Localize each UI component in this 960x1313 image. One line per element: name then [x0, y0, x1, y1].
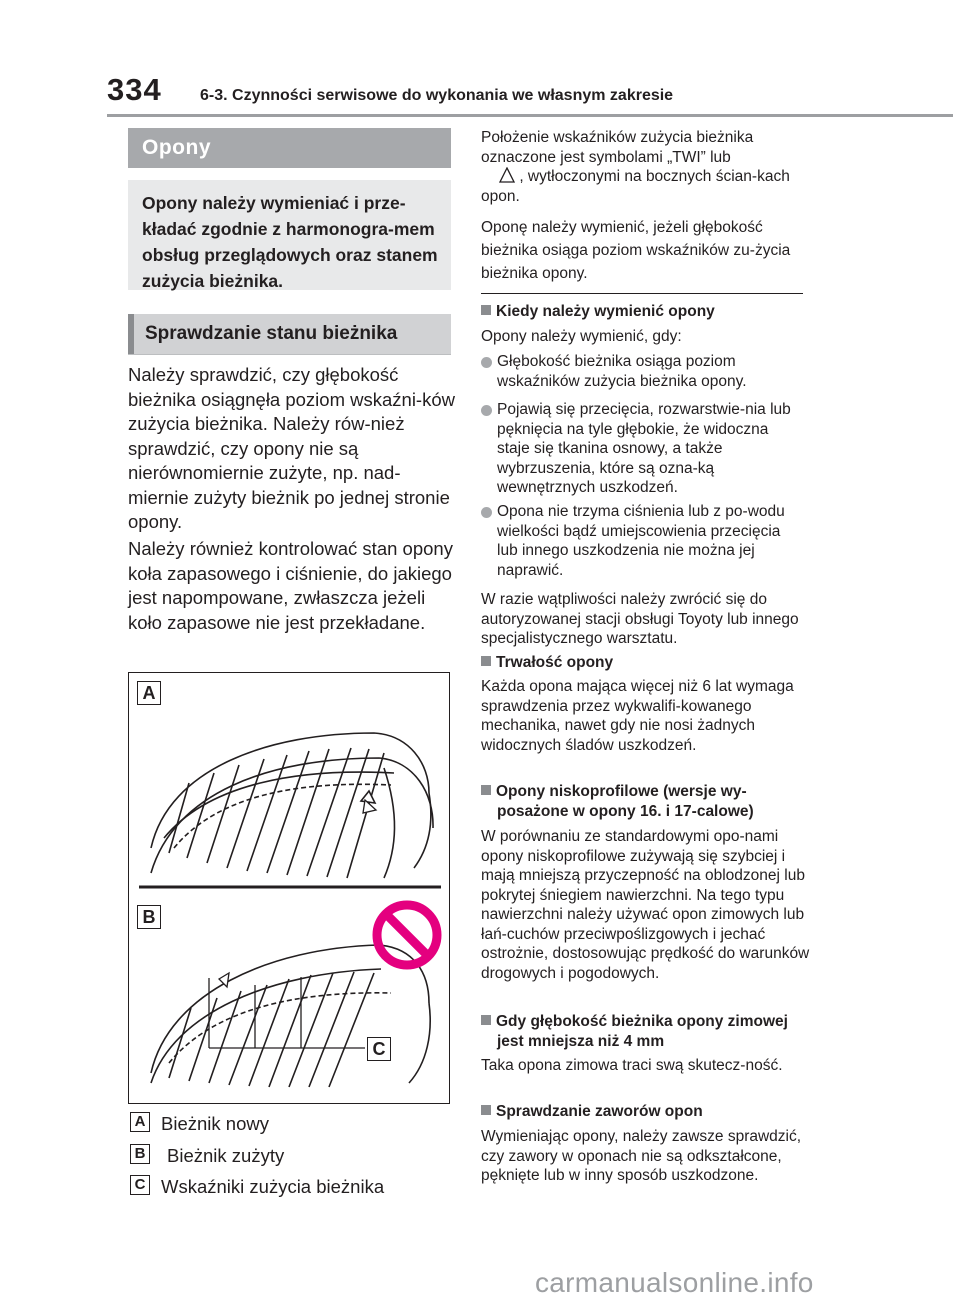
low-profile-text: W porównaniu ze standardowymi opo-nami opony niskoprofilowe zużywają się szybciej i mają mniejszą przyczepność na oblodzonej lub pokrytej śniegiem nawierzchni. Na tego typu nawierzchni należy używać opon zimowych lub łań-cuchów przeciwpoślizgowych i jechać ostrożnie, dostosowując prędkość do warunków drogowych i pogodowych. [481, 828, 810, 982]
label-c-badge: C [367, 1037, 391, 1061]
valve-check-heading: Sprawdzanie zaworów opon [481, 1102, 811, 1122]
right-divider [481, 293, 803, 294]
legend-key-b: B [130, 1144, 150, 1164]
page-number: 334 [107, 72, 162, 107]
square-bullet-icon [481, 785, 491, 795]
valve-check-text: Wymieniając opony, należy zawsze sprawdzić, czy zawory w oponach nie są odkształcone, pęknięte lub w inny sposób uszkodzone. [481, 1128, 802, 1184]
list-item: Głębokość bieżnika osiąga poziom wskaźników zużycia bieżnika opony. [481, 352, 801, 391]
label-b-badge: B [137, 905, 161, 929]
low-profile-heading: Opony niskoprofilowe (wersje wy-posażone w opony 16. i 17-calowe) [481, 782, 801, 821]
section-banner: Opony [128, 128, 451, 168]
tread-check-paragraph: Należy sprawdzić, czy głębokość bieżnika osiągnęła poziom wskaźni-ków zużycia bieżnika. Należy rów-nież sprawdzić, czy opony nie są nierównomiernie zużyte, np. nad-miernie zużyty bieżnik po jednej stronie opony. [128, 364, 455, 532]
twi-intro [481, 128, 811, 206]
list-item: Opona nie trzyma ciśnienia lub z po-wodu wielkości bądź umiejscowienia przecięcia lub innego uszkodzenia nie można jej naprawić. [481, 502, 801, 580]
square-bullet-icon [481, 305, 491, 315]
when-replace-heading: Kiedy należy wymienić opony [481, 302, 811, 322]
twi-triangle-icon [499, 167, 515, 183]
when-replace-intro: Opony należy wymienić, gdy: [481, 328, 682, 345]
square-bullet-icon [481, 1105, 491, 1115]
twi-intro-text: Położenie wskaźników zużycia bieżnika oznaczone jest symbolami „TWI” lub [481, 129, 754, 166]
section-summary: Opony należy wymieniać i prze-kładać zgodnie z harmonogra-mem obsług przeglądowych oraz stanem zużycia bieżnika. [128, 180, 451, 290]
legend-text-c: Wskaźniki zużycia bieżnika [161, 1176, 385, 1197]
label-a-badge: A [137, 681, 161, 705]
spare-tire-paragraph: Należy również kontrolować stan opony koła zapasowego i ciśnienie, do jakiego jest napompowane, zwłaszcza jeżeli koło zapasowe nie jest przekładane. [128, 538, 453, 633]
twi-intro-text-2: , wytłoczonymi na bocznych ścian-kach opon. [481, 168, 790, 205]
circle-bullet-icon [481, 405, 492, 416]
winter-tire-text: Taka opona zimowa traci swą skutecz-ność. [481, 1057, 783, 1074]
tread-figure [128, 672, 450, 1104]
chapter-title: 6-3. Czynności serwisowe do wykonania we własnym zakresie [200, 87, 674, 104]
tire-life-heading: Trwałość opony [481, 653, 811, 673]
tire-illustration [129, 673, 449, 1103]
subsection-heading: Sprawdzanie stanu bieżnika [128, 314, 451, 354]
prohibition-icon [377, 905, 437, 965]
circle-bullet-icon [481, 357, 492, 368]
tire-life-text: Każda opona mająca więcej niż 6 lat wymaga sprawdzenia przez wykwalifi-kowanego mechanika, nawet gdy nie nosi żadnych widocznych śladów uszkodzeń. [481, 678, 794, 754]
header-divider [107, 114, 953, 117]
subsection-divider [128, 354, 451, 355]
square-bullet-icon [481, 656, 491, 666]
square-bullet-icon [481, 1015, 491, 1025]
circle-bullet-icon [481, 507, 492, 518]
legend-text-b: Bieżnik zużyty [167, 1145, 285, 1166]
legend-key-a: A [130, 1112, 150, 1132]
replace-threshold-text: Oponę należy wymienić, jeżeli głębokość bieżnika osiąga poziom wskaźników zu-życia bieżnika opony. [481, 219, 791, 282]
worn-tread-drawing [151, 945, 430, 1087]
legend-key-c: C [130, 1175, 150, 1195]
legend-text-a: Bieżnik nowy [161, 1113, 269, 1134]
new-tread-drawing [151, 733, 433, 878]
list-item: Pojawią się przecięcia, rozwarstwie-nia lub pęknięcia na tyle głębokie, że widoczna staje się tkanina osnowy, a także wybrzuszenia, które są ozna-ką wewnętrznych uszkodzeń. [481, 400, 801, 498]
winter-tire-heading: Gdy głębokość bieżnika opony zimowej jest mniejsza niż 4 mm [481, 1012, 801, 1051]
workshop-note: W razie wątpliwości należy zwrócić się do autoryzowanej stacji obsługi Toyoty lub innego specjalistycznego warsztatu. [481, 591, 799, 647]
footer-watermark: carmanualsonline.info [535, 1267, 814, 1298]
